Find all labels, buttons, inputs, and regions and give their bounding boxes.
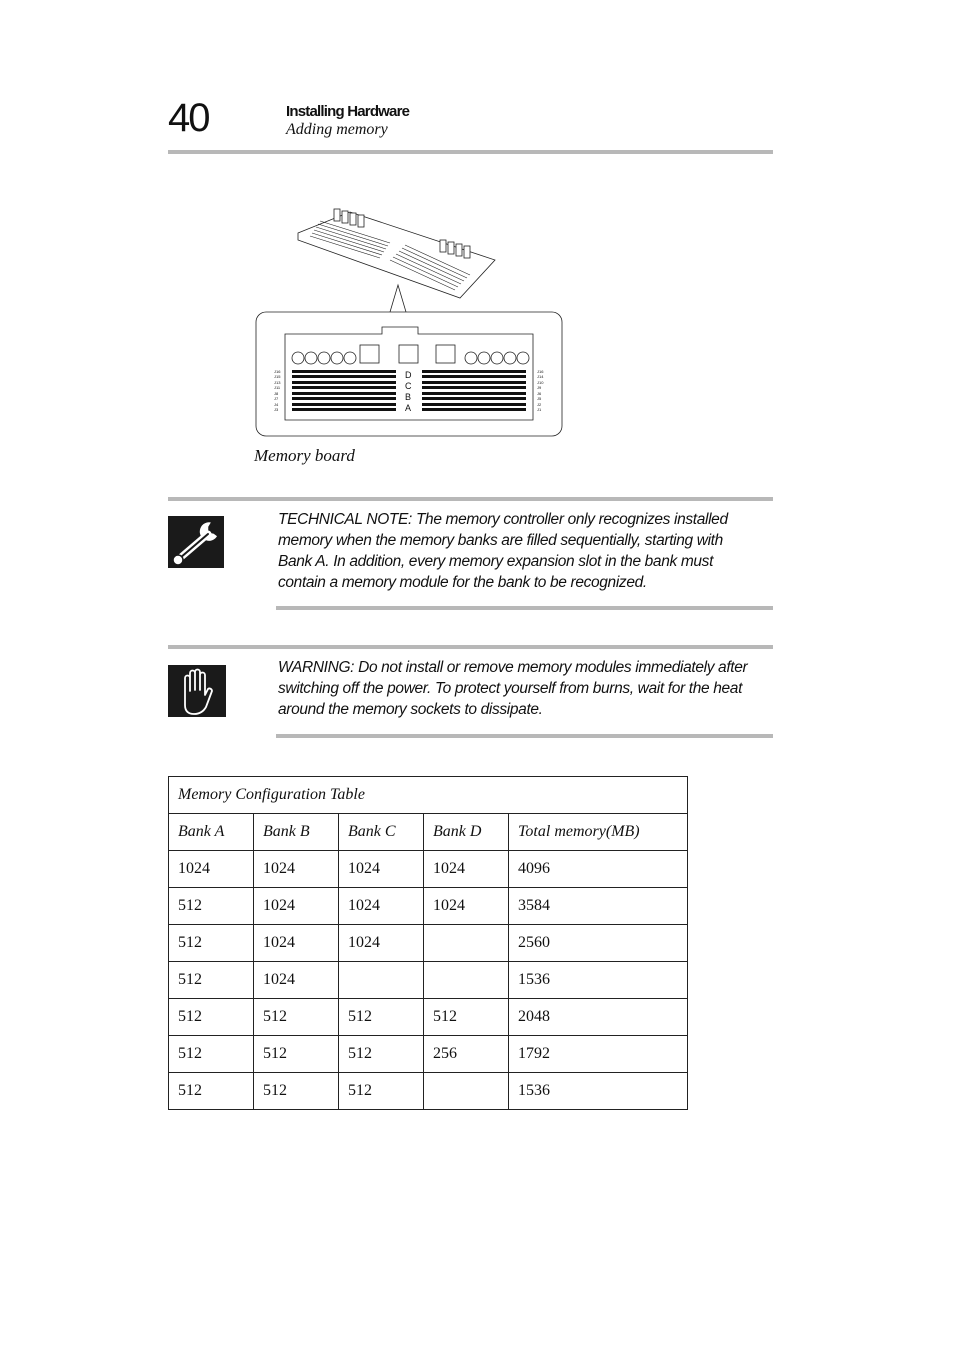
connector-label-right: J16 (537, 369, 544, 374)
warning-text: WARNING: Do not install or remove memory modules immediately after switching off the power. To protect yourself from burns, wait for the heat around the memory sockets to dissipate. (278, 659, 748, 718)
table-cell: 512 (339, 1036, 424, 1073)
table-cell: 512 (169, 1073, 254, 1110)
bank-label-b: B (405, 392, 412, 402)
table-cell: 512 (339, 1073, 424, 1110)
table-cell: 256 (424, 1036, 509, 1073)
section-title: Adding memory (286, 121, 388, 138)
table-cell: 2560 (509, 925, 688, 962)
table-row (169, 962, 688, 999)
technical-note-text: TECHNICAL NOTE: The memory controller only recognizes installed memory when the memory banks are filled sequentially, starting with Bank A. In addition, every memory expansion slot in the bank must contain a memory module for the bank to be recognized. (278, 511, 728, 591)
table-cell: 512 (169, 1036, 254, 1073)
table-cell: 1024 (254, 888, 339, 925)
table-cell: 1024 (424, 851, 509, 888)
connector-label-left: J4 (274, 402, 279, 407)
column-header: Total memory(MB) (509, 814, 688, 851)
table-cell: 512 (169, 962, 254, 999)
connector-label-right: J6 (537, 391, 542, 396)
table-row (169, 925, 688, 962)
table-cell (424, 1073, 509, 1110)
note-bottom-rule (276, 606, 773, 610)
wrench-icon (168, 516, 224, 568)
table-cell (424, 962, 509, 999)
connector-label-left: J11 (274, 385, 281, 390)
table-cell: 1792 (509, 1036, 688, 1073)
column-header: Bank C (339, 814, 424, 851)
note-top-rule (168, 497, 773, 501)
table-cell: 3584 (509, 888, 688, 925)
table-cell: 512 (254, 1036, 339, 1073)
header-rule (168, 150, 773, 154)
connector-label-right: J9 (537, 385, 542, 390)
connector-label-left: J13 (274, 380, 281, 385)
connector-label-right: J10 (537, 380, 544, 385)
table-cell: 1536 (509, 1073, 688, 1110)
connector-label-left: J3 (274, 407, 279, 412)
table-cell: 1024 (254, 925, 339, 962)
memory-configuration-table (168, 776, 688, 1110)
warning-bottom-rule (276, 734, 773, 738)
hand-stop-icon (168, 665, 226, 717)
table-cell: 1024 (169, 851, 254, 888)
table-cell: 1024 (424, 888, 509, 925)
table-caption: Memory Configuration Table (169, 777, 688, 814)
table-cell: 512 (169, 888, 254, 925)
table-cell: 4096 (509, 851, 688, 888)
table-cell: 512 (254, 999, 339, 1036)
connector-label-right: J5 (537, 396, 542, 401)
connector-label-left: J8 (274, 391, 279, 396)
bank-label-a: A (405, 403, 412, 413)
table-row (169, 888, 688, 925)
figure-caption: Memory board (254, 446, 355, 465)
memory-board-illustration (250, 200, 570, 445)
connector-label-right: J14 (537, 374, 544, 379)
column-header: Bank B (254, 814, 339, 851)
chapter-title: Installing Hardware (286, 103, 410, 120)
table-row (169, 851, 688, 888)
table-cell: 1024 (339, 888, 424, 925)
table-cell: 1024 (254, 962, 339, 999)
connector-label-right: J2 (537, 402, 542, 407)
table-cell: 512 (169, 925, 254, 962)
connector-label-left: J7 (274, 396, 279, 401)
table-cell: 512 (424, 999, 509, 1036)
bank-label-d: D (405, 370, 412, 380)
bank-label-c: C (405, 381, 412, 391)
table-cell: 512 (339, 999, 424, 1036)
table-header-row (169, 814, 688, 851)
connector-label-right: J1 (537, 407, 542, 412)
table-row (169, 1073, 688, 1110)
connector-label-left: J15 (274, 374, 281, 379)
column-header: Bank A (169, 814, 254, 851)
table-cell (424, 925, 509, 962)
table-cell: 2048 (509, 999, 688, 1036)
table-row (169, 1036, 688, 1073)
table-cell (339, 962, 424, 999)
page-number: 40 (168, 96, 209, 140)
table-cell: 512 (254, 1073, 339, 1110)
table-cell: 512 (169, 999, 254, 1036)
table-row (169, 999, 688, 1036)
table-cell: 1024 (339, 851, 424, 888)
table-cell: 1024 (339, 925, 424, 962)
table-cell: 1024 (254, 851, 339, 888)
warning-top-rule (168, 645, 773, 649)
column-header: Bank D (424, 814, 509, 851)
table-cell: 1536 (509, 962, 688, 999)
connector-label-left: J16 (274, 369, 281, 374)
table-caption-row (169, 777, 688, 814)
